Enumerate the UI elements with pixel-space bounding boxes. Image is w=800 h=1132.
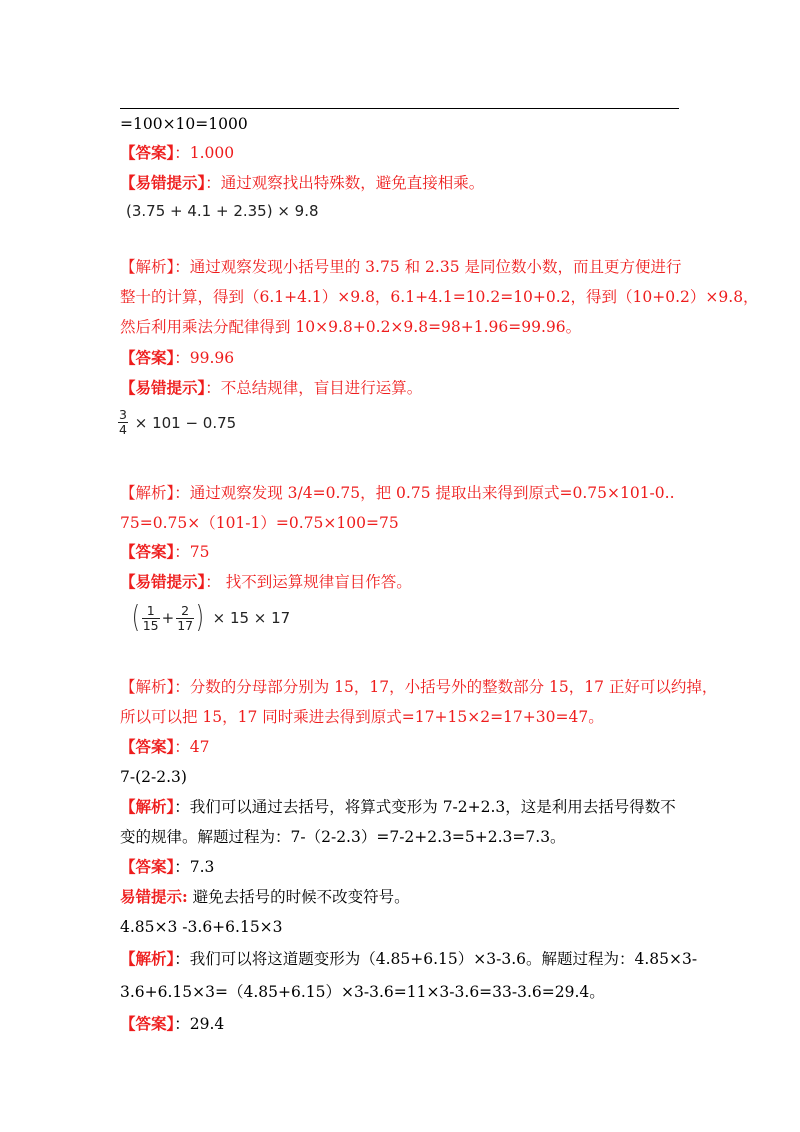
answer-tag: 【答案】 xyxy=(120,348,175,367)
formula-3: ( $\frac{1}{15}$ + $\frac{2}{17}$ ) × 15 × 17 xyxy=(131,600,291,635)
fraction-numerator: 3 xyxy=(119,407,127,422)
answer-text: ：47 xyxy=(174,738,210,756)
analysis-line-6: 【解析】：分数的分母部分别为 15，17，小括号外的整数部分 15，17 正好可以约掉， xyxy=(120,678,718,696)
fraction-three-quarters xyxy=(118,408,128,437)
analysis-line-9: 变的规律。解题过程为：7-（2-2.3）=7-2+2.3=5+2.3=7.3。 xyxy=(120,828,566,846)
analysis-tag: 【解析】 xyxy=(120,949,175,968)
analysis-line-3: 然后利用乘法分配律得到 10×9.8+0.2×9.8=98+1.96=99.96。 xyxy=(120,318,582,336)
analysis-line-10 xyxy=(120,949,697,969)
answer-line-2 xyxy=(120,348,234,368)
answer-line-6 xyxy=(120,1014,224,1034)
hint-line-1 xyxy=(120,173,484,193)
analysis-tag: 【解析】 xyxy=(120,797,175,816)
answer-tag: 【答案】 xyxy=(120,542,175,561)
fraction-one-fifteenth: $\frac{1}{15}$ xyxy=(142,602,159,633)
analysis-line-11: 3.6+6.15×3=（4.85+6.15）×3-3.6=11×3-3.6=33-3.6=29.4。 xyxy=(120,983,605,1001)
answer-tag: 【答案】 xyxy=(120,1014,175,1033)
analysis-text: ：我们可以通过去括号，将算式变形为 7-2+2.3，这是利用去括号得数不 xyxy=(174,798,676,816)
formula-2 xyxy=(118,408,238,437)
analysis-line-1: 【解析】：通过观察发现小括号里的 3.75 和 2.35 是同位数小数，而且更方便进行 xyxy=(120,258,682,276)
answer-text: ：7.3 xyxy=(174,858,215,876)
hint-line-4 xyxy=(120,887,410,907)
hint-text: 避免去括号的时候不改变符号。 xyxy=(187,888,410,906)
problem-line-2: 4.85×3 -3.6+6.15×3 xyxy=(120,918,283,936)
fraction-two-seventeenths: $\frac{2}{17}$ xyxy=(177,602,194,633)
analysis-text: ：我们可以将这道题变形为（4.85+6.15）×3-3.6。解题过程为：4.85×3- xyxy=(174,950,698,968)
fraction-denominator: 4 xyxy=(119,422,127,437)
header-rule xyxy=(120,108,679,109)
formula-3-rest: × 15 × 17 xyxy=(212,609,291,627)
answer-tag: 【答案】 xyxy=(120,737,175,756)
answer-text: ：75 xyxy=(174,543,210,561)
analysis-line-8 xyxy=(120,797,676,817)
answer-tag: 【答案】 xyxy=(120,143,175,162)
hint-line-2 xyxy=(120,378,422,398)
calc-result-line: =100×10=1000 xyxy=(120,115,248,133)
answer-line-4 xyxy=(120,737,210,757)
answer-text: ：29.4 xyxy=(174,1015,225,1033)
analysis-line-2: 整十的计算，得到（6.1+4.1）×9.8，6.1+4.1=10.2=10+0.2，得到（10+0.2）×9.8， xyxy=(120,288,759,306)
hint-tag: 易错提示: xyxy=(120,887,188,906)
hint-text: ： 找不到运算规律盲目作答。 xyxy=(205,573,412,591)
hint-tag: 【易错提示】 xyxy=(120,173,206,192)
answer-line-3 xyxy=(120,542,210,562)
answer-tag: 【答案】 xyxy=(120,857,175,876)
problem-line-1: 7-(2-2.3) xyxy=(120,768,187,786)
analysis-line-4: 【解析】：通过观察发现 3/4=0.75，把 0.75 提取出来得到原式=0.75×101-0.. xyxy=(120,484,675,502)
answer-line-1 xyxy=(120,143,234,163)
analysis-line-5: 75=0.75×（101-1）=0.75×100=75 xyxy=(120,514,399,532)
answer-text: ：99.96 xyxy=(174,349,235,367)
hint-text: ：不总结规律，盲目进行运算。 xyxy=(205,379,423,397)
answer-line-5 xyxy=(120,857,214,877)
analysis-line-7: 所以可以把 15，17 同时乘进去得到原式=17+15×2=17+30=47。 xyxy=(120,708,604,726)
hint-tag: 【易错提示】 xyxy=(120,572,206,591)
answer-text: ：1.000 xyxy=(174,144,235,162)
hint-tag: 【易错提示】 xyxy=(120,378,206,397)
formula-1: (3.75 + 4.1 + 2.35) × 9.8 xyxy=(126,202,319,220)
hint-text: ：通过观察找出特殊数，避免直接相乘。 xyxy=(205,174,485,192)
hint-line-3 xyxy=(120,572,412,592)
formula-2-rest: × 101 − 0.75 xyxy=(134,413,237,432)
